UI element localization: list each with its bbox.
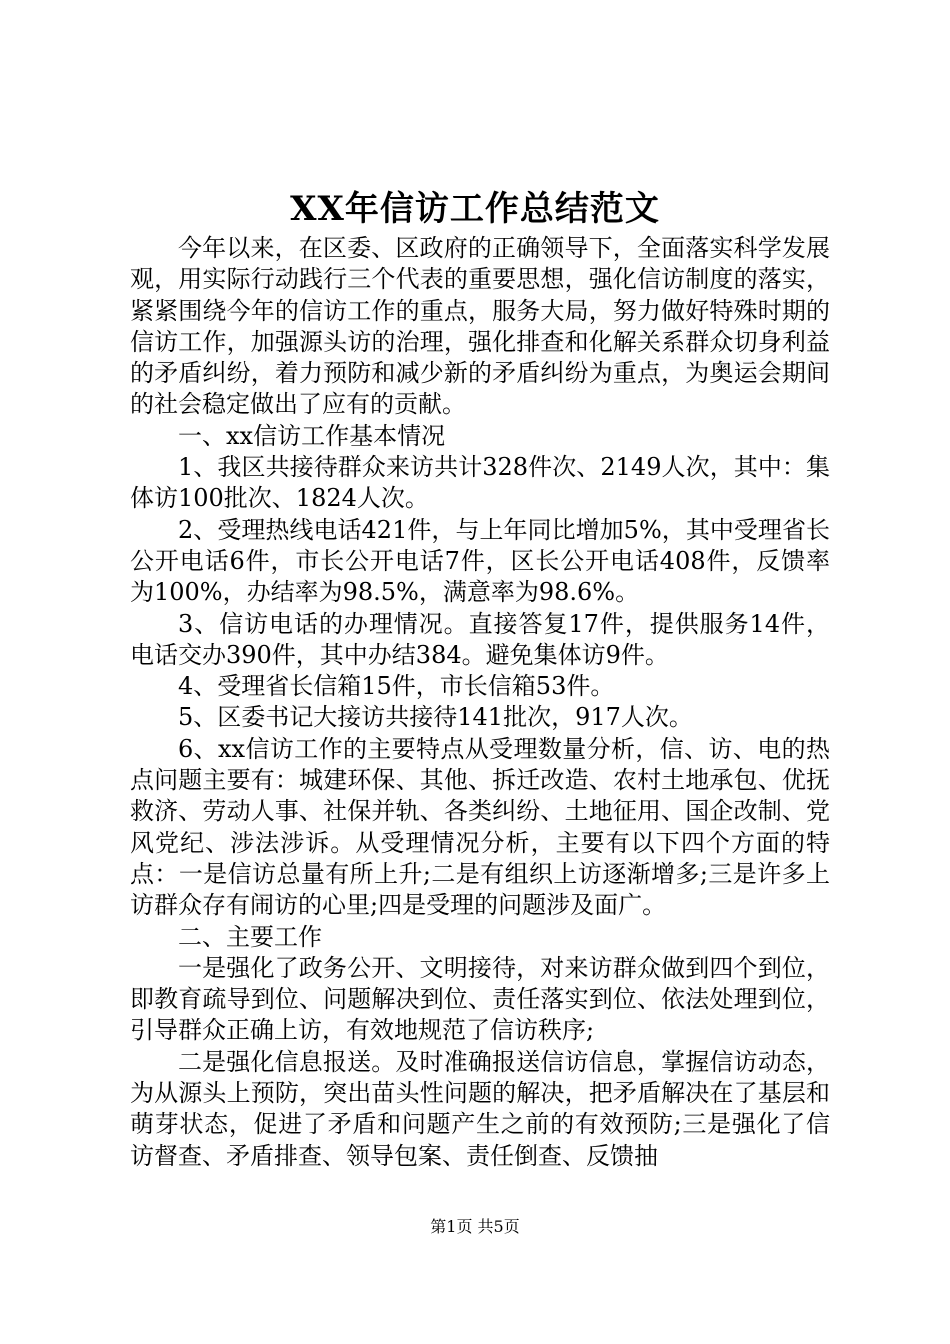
paragraph-item-2: 2、受理热线电话421件，与上年同比增加5%，其中受理省长公开电话6件，市长公开电话7件，区长公开电话408件，反馈率为100%，办结率为98.5%，满意率为98.6%。 xyxy=(130,515,830,607)
paragraph-item-6: 6、xx信访工作的主要特点从受理数量分析，信、访、电的热点问题主要有：城建环保、其他、拆迁改造、农村土地承包、优抚救济、劳动人事、社保并轨、各类纠纷、土地征用、国企改制、党风党纪、涉法涉诉。从受理情况分析，主要有以下四个方面的特点：一是信访总量有所上升;二是有组织上访逐渐增多;三是许多上访群众存有闹访的心里;四是受理的问题涉及面广。 xyxy=(130,734,830,920)
page-footer: 第1页 共5页 xyxy=(430,1217,520,1236)
paragraph-work-1: 一是强化了政务公开、文明接待，对来访群众做到四个到位，即教育疏导到位、问题解决到位、责任落实到位、依法处理到位，引导群众正确上访，有效地规范了信访秩序; xyxy=(130,953,830,1045)
paragraph-item-1: 1、我区共接待群众来访共计328件次、2149人次，其中：集体访100批次、1824人次。 xyxy=(130,453,830,513)
paragraph-intro: 今年以来，在区委、区政府的正确领导下，全面落实科学发展观，用实际行动践行三个代表的重要思想，强化信访制度的落实，紧紧围绕今年的信访工作的重点，服务大局，努力做好特殊时期的信访工作，加强源头访的治理，强化排查和化解关系群众切身利益的矛盾纠纷，着力预防和减少新的矛盾纠纷为重点，为奥运会期间的社会稳定做出了应有的贡献。 xyxy=(130,234,830,419)
section-heading-2: 二、主要工作 xyxy=(178,922,322,951)
document-body xyxy=(130,233,830,1172)
paragraph-item-3: 3、信访电话的办理情况。直接答复17件，提供服务14件，电话交办390件，其中办结384。避免集体访9件。 xyxy=(130,609,830,669)
paragraph-item-5: 5、区委书记大接访共接待141批次，917人次。 xyxy=(178,703,693,732)
paragraph-work-2: 二是强化信息报送。及时准确报送信访信息，掌握信访动态，为从源头上预防，突出苗头性问题的解决，把矛盾解决在了基层和萌芽状态，促进了矛盾和问题产生之前的有效预防;三是强化了信访督查、矛盾排查、领导包案、责任倒查、反馈抽 xyxy=(130,1047,830,1170)
paragraph-item-4: 4、受理省长信箱15件，市长信箱53件。 xyxy=(178,672,615,701)
document-title: XX年信访工作总结范文 xyxy=(290,189,660,229)
section-heading-1: 一、xx信访工作基本情况 xyxy=(178,421,446,450)
